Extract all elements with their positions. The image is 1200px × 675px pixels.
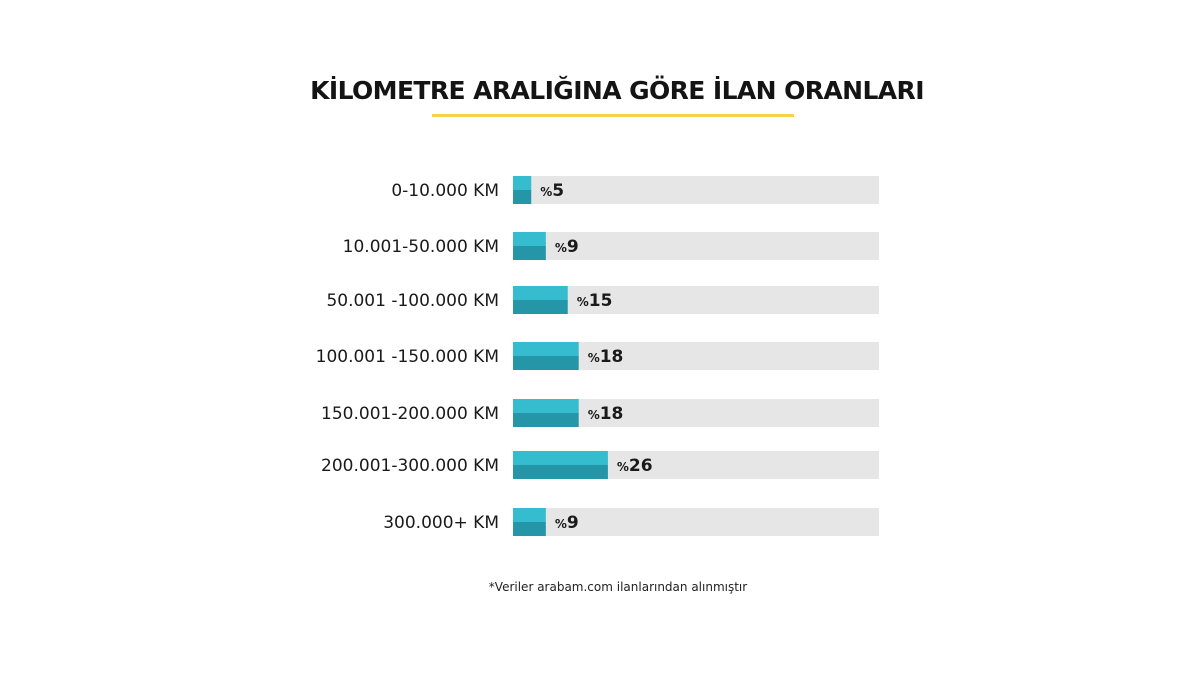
bar-fill-top xyxy=(513,286,568,300)
value-label: %26 xyxy=(616,456,653,476)
footnote: *Veriler arabam.com ilanlarından alınmıştır xyxy=(488,580,748,594)
value-label: %18 xyxy=(587,404,624,424)
value-label: %5 xyxy=(540,181,565,201)
value-label: %18 xyxy=(587,347,624,367)
bar-fill-bottom xyxy=(513,356,579,370)
category-label: 200.001-300.000 KM xyxy=(321,456,499,476)
category-label: 100.001 -150.000 KM xyxy=(315,347,499,367)
bar-fill-bottom xyxy=(513,465,608,479)
bar-track xyxy=(513,286,879,314)
bar-fill-bottom xyxy=(513,300,568,314)
category-label: 50.001 -100.000 KM xyxy=(326,291,499,311)
category-label: 0-10.000 KM xyxy=(391,181,499,201)
bar-fill-bottom xyxy=(513,413,579,427)
bar-fill-bottom xyxy=(513,246,546,260)
bar-fill-bottom xyxy=(513,190,531,204)
value-label: %9 xyxy=(554,513,579,533)
bar-fill-top xyxy=(513,451,608,465)
bar-fill-top xyxy=(513,399,579,413)
category-label: 150.001-200.000 KM xyxy=(321,404,499,424)
bar-fill-top xyxy=(513,176,531,190)
bar-fill-top xyxy=(513,232,546,246)
category-label: 10.001-50.000 KM xyxy=(342,237,499,257)
bar-fill-top xyxy=(513,508,546,522)
value-label: %9 xyxy=(554,237,579,257)
bar-fill-bottom xyxy=(513,522,546,536)
bar-track xyxy=(513,176,879,204)
value-label: %15 xyxy=(576,291,613,311)
chart-title: KİLOMETRE ARALIĞINA GÖRE İLAN ORANLARI xyxy=(310,76,924,105)
category-label: 300.000+ KM xyxy=(383,513,499,533)
bar-fill-top xyxy=(513,342,579,356)
